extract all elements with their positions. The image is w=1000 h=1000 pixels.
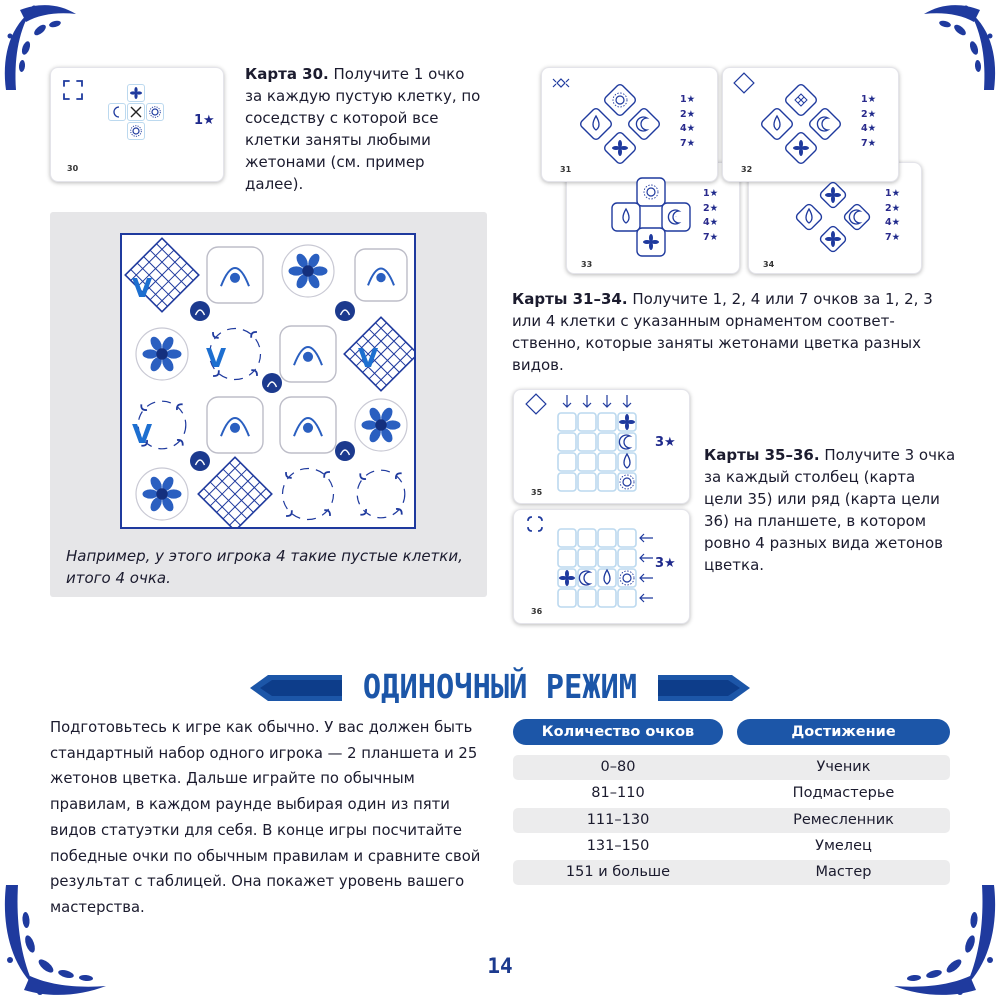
empty-cell <box>283 469 334 520</box>
painted-tile <box>207 397 263 453</box>
painted-tile <box>280 326 336 382</box>
small-figure-token <box>262 373 282 393</box>
table-cell-achievement: Ученик <box>816 759 871 775</box>
grid-cell <box>618 529 636 547</box>
cross-mark-icon <box>130 106 142 118</box>
goal-card-30 <box>50 67 224 182</box>
grid-cell <box>578 529 596 547</box>
flower-tile <box>282 245 334 297</box>
card30-title: Карта 30. <box>245 65 329 83</box>
grid-cell <box>558 529 576 547</box>
row-arrow-icon <box>640 594 653 602</box>
column-arrow-icon <box>583 395 591 407</box>
cards31-34-title: Карты 31–34. <box>512 290 628 308</box>
card-points: 1★ <box>194 113 215 128</box>
row-arrow-icon <box>640 554 653 562</box>
cards35-36-description <box>704 444 956 576</box>
table-cell-points: 0–80 <box>600 759 636 775</box>
example-player-board <box>120 233 416 529</box>
grid-cell <box>558 589 576 607</box>
ornament-cell <box>603 83 637 117</box>
small-figure-token <box>190 301 210 321</box>
card-number: 36 <box>531 607 543 616</box>
grid-cell <box>578 453 596 471</box>
page-number: 14 <box>487 954 513 978</box>
ornament-cell <box>784 83 818 117</box>
card-points-ladder: 1★ 2★ 4★ 7★ <box>861 94 877 149</box>
corner-brackets-icon <box>553 79 569 87</box>
ornament-cell <box>637 178 665 206</box>
grid-cell <box>558 433 576 451</box>
card-points-ladder: 1★ 2★ 4★ 7★ <box>885 188 901 243</box>
grid-cell <box>598 433 616 451</box>
grid-cell <box>598 453 616 471</box>
cards31-34-description <box>512 288 952 376</box>
card-number: 33 <box>581 260 593 269</box>
grid-cell <box>578 413 596 431</box>
ornament-cell <box>819 225 847 253</box>
grid-cell <box>598 473 616 491</box>
leaf-ornament-icon <box>130 87 142 99</box>
table-cell-achievement: Ремесленник <box>793 811 894 828</box>
grid-cell <box>598 549 616 567</box>
card30-description <box>245 63 485 195</box>
table-header-achievement: Достижение <box>737 719 950 745</box>
column-arrow-icon <box>603 395 611 407</box>
section-header-ribbon-left <box>250 673 342 703</box>
grid-cell <box>598 413 616 431</box>
small-figure-token <box>190 451 210 471</box>
corner-diamond-icon <box>557 79 565 87</box>
card-number: 30 <box>67 164 79 173</box>
grid-cell <box>578 433 596 451</box>
ornament-cell <box>637 228 665 256</box>
grid-cell <box>558 473 576 491</box>
sun-ornament-icon <box>149 106 161 118</box>
table-header-points: Количество очков <box>513 719 723 745</box>
card-number: 31 <box>560 165 572 174</box>
table-cell-achievement: Умелец <box>815 837 872 854</box>
row-arrow-icon <box>640 574 653 582</box>
cards-35-36-art <box>513 389 689 623</box>
card30-text: Получите 1 очко за каждую пустую клетку, по соседству с которой все клетки заняты любыми жетонами (см. пример далее). <box>245 65 481 193</box>
checkmark-icon: V <box>132 274 153 304</box>
card-points: 3★ <box>655 556 676 571</box>
checkmark-icon: V <box>358 344 379 374</box>
flower-tile <box>136 468 188 520</box>
grid-cell <box>598 589 616 607</box>
ornament-cell <box>784 131 818 165</box>
moon-ornament-icon <box>111 106 123 118</box>
ornament-cell <box>603 131 637 165</box>
grid-cell <box>558 453 576 471</box>
column-arrow-icon <box>623 395 631 407</box>
flower-tile <box>136 328 188 380</box>
lattice-tile <box>344 317 414 391</box>
checkmark-icon: V <box>206 344 227 374</box>
column-arrow-icon <box>563 395 571 407</box>
ornament-cell <box>843 203 871 231</box>
ornament-cell <box>795 203 823 231</box>
cards35-36-title: Карты 35–36. <box>704 446 820 464</box>
cards35-36-text: Получите 3 очка за каждый столбец (карта цели 35) или ряд (карта цели 36) на планшете, в котором ровно 4 разных вида жетонов цветка. <box>704 446 956 574</box>
checkmark-icon: V <box>132 420 153 450</box>
ornament-cell <box>819 181 847 209</box>
corner-ornament-bottom-right <box>890 880 1000 1000</box>
grid-cell <box>578 549 596 567</box>
ornament-cell <box>808 107 842 141</box>
card-points: 3★ <box>655 435 676 450</box>
table-cell-points: 111–130 <box>586 811 650 828</box>
example-caption: Например, у этого игрока 4 такие пустые клетки, итого 4 очка. <box>66 547 463 587</box>
board-tiles <box>122 235 414 527</box>
table-cell-achievement: Мастер <box>815 864 872 881</box>
row-arrow-icon <box>640 534 653 542</box>
grid-cell <box>558 549 576 567</box>
flower-tile <box>355 399 407 451</box>
ornament-cell <box>627 107 661 141</box>
grid-cell <box>618 589 636 607</box>
cards31-34-text: Получите 1, 2, 4 или 7 очков за 1, 2, 3 или 4 клетки с указанным орнаментом соответственно, которые заняты жетонами цветка разных видов. <box>512 290 933 374</box>
lattice-tile <box>198 457 272 527</box>
sun-ornament-icon <box>130 125 142 137</box>
grid-cell <box>578 473 596 491</box>
grid-cell <box>598 529 616 547</box>
card-number: 35 <box>531 488 543 497</box>
painted-tile <box>355 249 407 301</box>
grid-cell <box>618 549 636 567</box>
section-header-ribbon-right <box>658 673 750 703</box>
table-cell-points: 81–110 <box>591 785 645 802</box>
lattice-icon <box>526 394 546 414</box>
table-cell-points: 151 и больше <box>565 864 671 881</box>
grid-cell <box>558 413 576 431</box>
empty-cell-icon <box>61 78 85 102</box>
table-cell-achievement: Подмастерье <box>792 785 895 802</box>
ornament-cell <box>612 203 640 231</box>
small-figure-token <box>335 441 355 461</box>
painted-tile <box>280 397 336 453</box>
section-title: ОДИНОЧНЫЙ РЕЖИМ <box>362 667 638 706</box>
empty-cell <box>357 470 405 518</box>
grid-cell <box>578 589 596 607</box>
card-points-ladder: 1★ 2★ 4★ 7★ <box>703 188 719 243</box>
corner-ornament-top-right <box>920 0 1000 95</box>
solo-mode-text: Подготовьтесь к игре как обычно. У вас должен быть стандартный набор одного игрока — 2 планшета и 25 жетонов цветка. Дальше играйте по обычным правилам, в каждом раунде выбирая один из пяти видов статуэтки для себя. В конце игры посчитайте победные очки по обычным правилам и сравните свой результат с таблицей. Она покажет уровень вашего мастерства. <box>50 719 481 916</box>
ornament-cell <box>760 107 794 141</box>
painted-tile <box>207 247 263 303</box>
ornament-cell <box>579 107 613 141</box>
card-points-ladder: 1★ 2★ 4★ 7★ <box>680 94 696 149</box>
table-cell-points: 131–150 <box>586 837 650 854</box>
ornament-cell <box>662 203 690 231</box>
lattice-icon <box>734 73 754 93</box>
card-number: 34 <box>763 260 775 269</box>
card-number: 32 <box>741 165 753 174</box>
small-figure-token <box>335 301 355 321</box>
